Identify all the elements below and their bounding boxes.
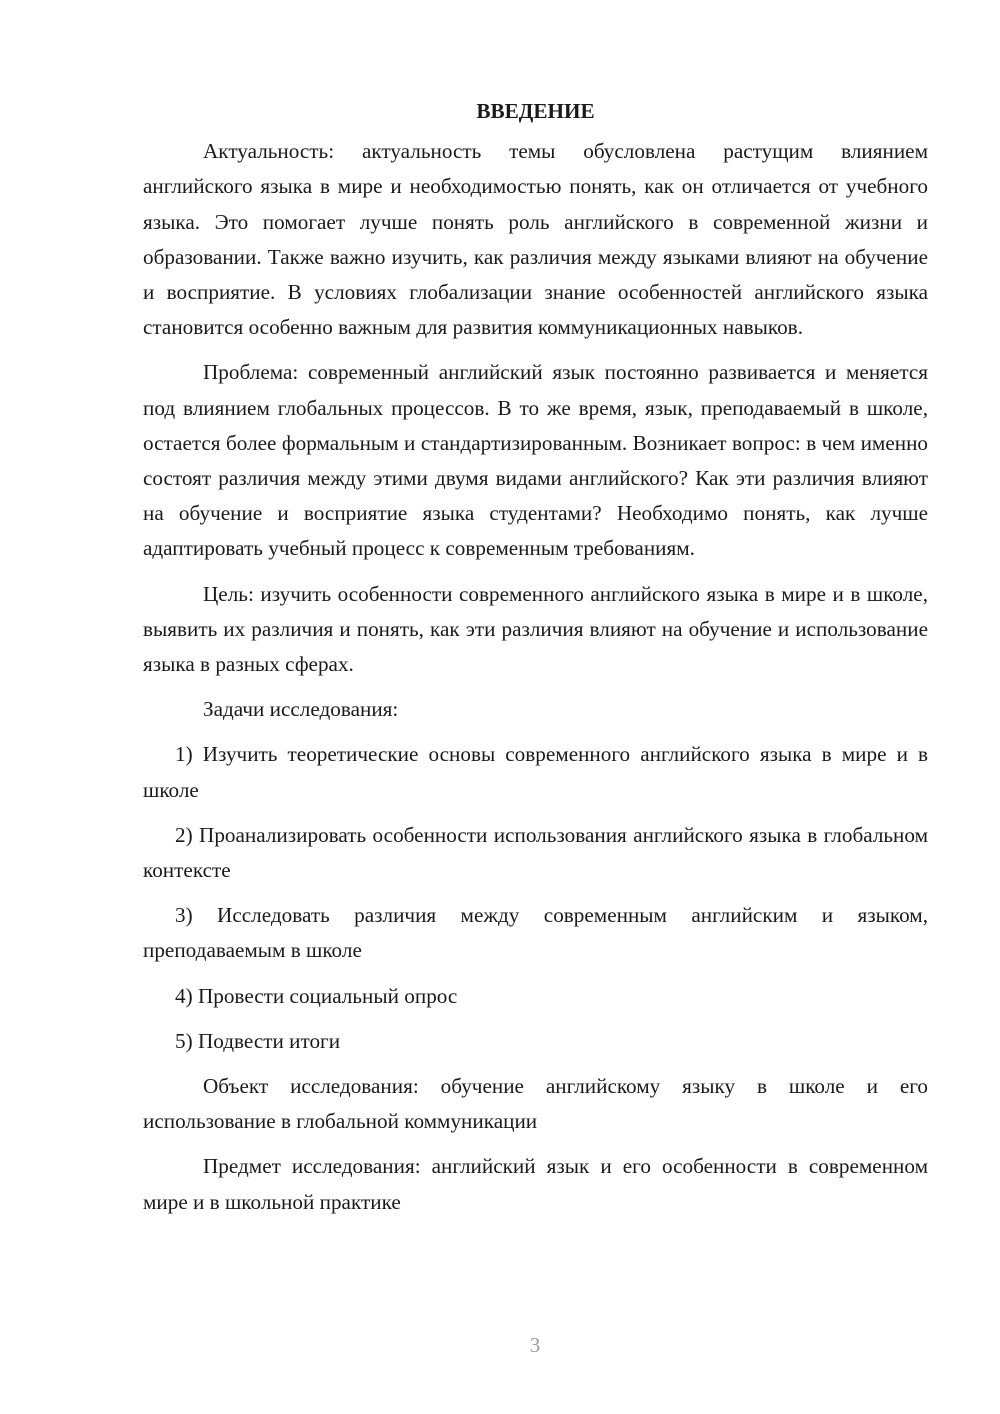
relevance-paragraph: Актуальность: актуальность темы обусловлена растущим влиянием английского языка в мире и необходимостью понять, как он отличается от учебного языка. Это помогает лучше понять роль английского в современной жизни и образовании. Также важно изучить, как различия между языками влияют на обучение и восприятие. В условиях глобализации знание особенностей английского языка становится особенно важным для развития коммуникационных навыков. [143, 139, 928, 340]
page-content [143, 94, 928, 1220]
list-item: 2) Проанализировать особенности использования английского языка в глобальном контексте [143, 822, 928, 883]
tasks-heading: Задачи исследования: [203, 697, 399, 722]
section-title: ВВЕДЕНИЕ [476, 99, 595, 123]
page-number: 3 [529, 1333, 541, 1357]
list-item: 1) Изучить теоретические основы современного английского языка в мире и в школе [143, 742, 928, 802]
list-item: 4) Провести социальный опрос [175, 983, 458, 1008]
tasks-list [143, 737, 928, 1059]
subject-paragraph: Предмет исследования: английский язык и его особенности в современном мире и в школьной практике [143, 1154, 928, 1214]
problem-paragraph: Проблема: современный английский язык постоянно развивается и меняется под влиянием глобальных процессов. В то же время, язык, преподаваемый в школе, остается более формальным и стандартизированным. Возникает вопрос: в чем именно состоят различия между этими двумя видами английского? Как эти различия влияют на обучение и восприятие языка студентами? Необходимо понять, как лучше адаптировать учебный процесс к современным требованиям. [143, 360, 928, 561]
object-paragraph: Объект исследования: обучение английскому языку в школе и его использование в глобальной коммуникации [143, 1074, 928, 1134]
list-item: 5) Подвести итоги [175, 1028, 341, 1053]
goal-paragraph: Цель: изучить особенности современного английского языка в мире и в школе, выявить их различия и понять, как эти различия влияют на обучение и использование языка в разных сферах. [143, 581, 928, 677]
list-item: 3) Исследовать различия между современным английским и языком, преподаваемым в школе [143, 903, 928, 963]
